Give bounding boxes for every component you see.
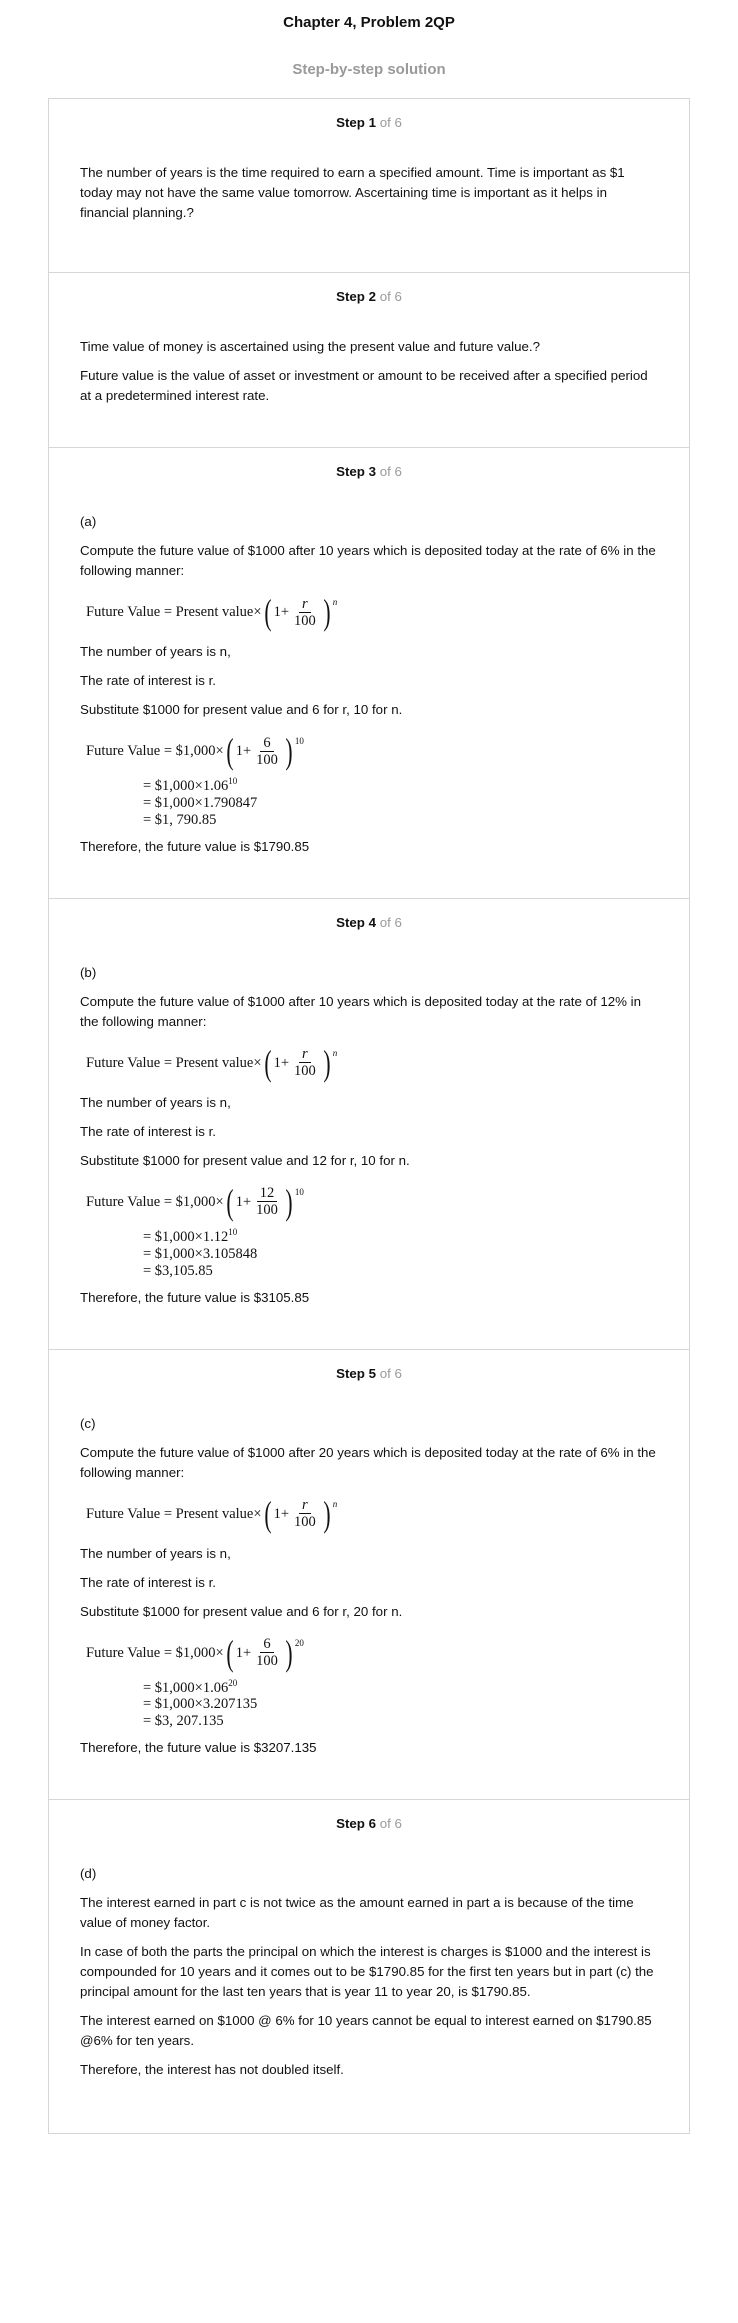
part-label: (d): [80, 1866, 97, 1882]
step-text: Substitute $1000 for present value and 6 for r, 20 for n.: [80, 1603, 403, 1619]
step-4: [49, 898, 689, 1349]
step-text: The number of years is n,: [80, 1545, 231, 1561]
part-label: (b): [80, 964, 97, 980]
step-result: Therefore, the future value is $3207.135: [80, 1740, 317, 1756]
step-6: [49, 1799, 689, 2133]
step-text: Substitute $1000 for present value and 6 for r, 10 for n.: [80, 702, 403, 717]
step-header: Step 5 of 6: [336, 1365, 402, 1381]
formula: Future Value = Present value× ( 1+ $\frac{r}{100}$ ) n: [86, 1493, 338, 1534]
part-label: (c): [80, 1415, 96, 1431]
step-text: Compute the future value of $1000 after 20 years which is deposited today at the rate of 6% in the following manner:: [80, 1444, 656, 1480]
step-result: Therefore, the future value is $1790.85: [80, 838, 310, 854]
calculation: Future Value = $1,000× ( 1+ $\frac{6}{100}$ ) 10 = $\$1,000\times 1.06^{10}$ = $1,000×1.790847 = $1, 790.85: [86, 731, 304, 828]
step-header: Step 1 of 6: [336, 115, 402, 130]
step-text: The interest earned in part c is not twice as the amount earned in part a is because of the time value of money factor.: [80, 1895, 634, 1931]
step-text: Future value is the value of asset or investment or amount to be received after a specified period at a predetermined interest rate.: [80, 368, 648, 403]
solution-steps: [48, 98, 690, 2134]
step-text: Time value of money is ascertained using the present value and future value.?: [80, 339, 540, 354]
page-subtitle: Step-by-step solution: [292, 61, 446, 78]
step-text: Compute the future value of $1000 after 10 years which is deposited today at the rate of 12% in the following manner:: [80, 993, 642, 1029]
step-result: Therefore, the interest has not doubled itself.: [80, 2062, 344, 2078]
step-text: The number of years is the time required to earn a specified amount. Time is important as $1 today may not have the same value tomorrow. Ascertaining time is important as it helps in financial planning.?: [80, 165, 625, 220]
formula: Future Value = Present value× ( 1+ $\frac{r}{100}$ ) n: [86, 592, 338, 632]
step-3: [49, 447, 689, 898]
calculation: Future Value = $1,000× ( 1+ $\frac{12}{100}$ ) 10 = $\$1,000\times 1.12^{10}$ = $1,000×3.105848 = $3,105.85: [86, 1181, 304, 1279]
part-label: (a): [80, 514, 97, 529]
step-text: The rate of interest is r.: [80, 1574, 216, 1590]
step-text: Substitute $1000 for present value and 12 for r, 10 for n.: [80, 1152, 410, 1168]
step-1: [49, 99, 689, 272]
step-header: Step 2 of 6: [336, 289, 402, 304]
page-title: Chapter 4, Problem 2QP: [283, 14, 455, 31]
step-text: In case of both the parts the principal on which the interest is charges is $1000 and the interest is compounded for 10 years and it comes out to be $1790.85 for the first ten years but in part (c) the principal amount for the last ten years that is year 11 to year 20, is $1790.85.: [80, 1944, 654, 2000]
step-result: Therefore, the future value is $3105.85: [80, 1289, 310, 1305]
step-text: The number of years is n,: [80, 1094, 231, 1110]
step-header: Step 4 of 6: [336, 914, 402, 930]
step-text: The rate of interest is r.: [80, 1123, 216, 1139]
calculation: Future Value = $1,000× ( 1+ $\frac{6}{100}$ ) 20 = $\$1,000\times 1.06^{20}$ = $1,000×3.207135 = $3, 207.135: [86, 1632, 304, 1730]
step-header: Step 6 of 6: [336, 1816, 402, 1832]
formula: Future Value = Present value× ( 1+ $\frac{r}{100}$ ) n: [86, 1042, 338, 1083]
step-text: Compute the future value of $1000 after 10 years which is deposited today at the rate of 6% in the following manner:: [80, 543, 656, 578]
step-text: The interest earned on $1000 @ 6% for 10 years cannot be equal to interest earned on $1790.85 @6% for ten years.: [80, 2013, 652, 2049]
step-2: [49, 272, 689, 447]
step-header: Step 3 of 6: [336, 464, 402, 479]
step-text: The rate of interest is r.: [80, 673, 216, 688]
step-5: [49, 1349, 689, 1800]
step-text: The number of years is n,: [80, 644, 231, 659]
